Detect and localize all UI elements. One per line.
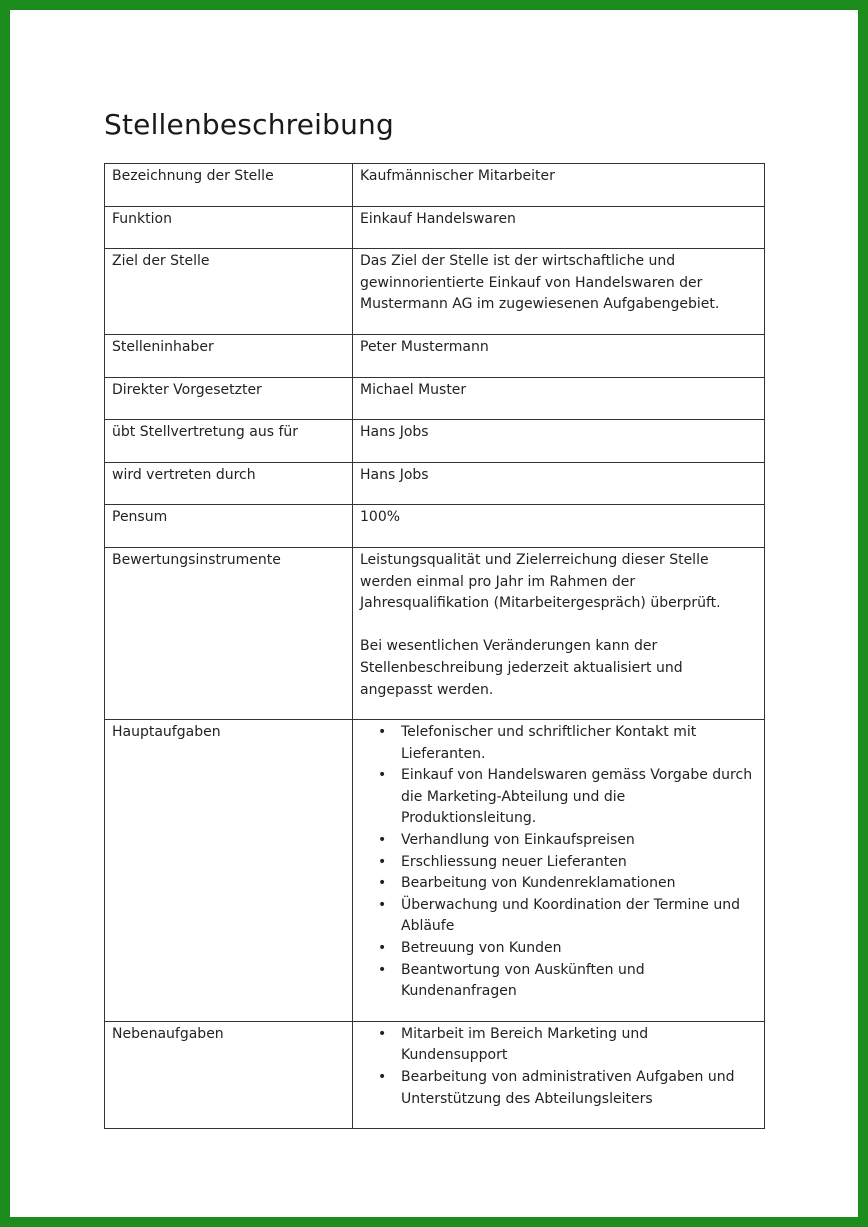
row-label: übt Stellvertretung aus für [105,420,353,463]
row-value: Einkauf Handelswaren [353,206,765,249]
evaluation-paragraph: Leistungsqualität und Zielerreichung dieser Stelle werden einmal pro Jahr im Rahmen der Jahresqualifikation (Mitarbeitergespräch) überprüft. [360,551,721,612]
table-row [105,377,765,420]
list-item: • Telefonischer und schriftlicher Kontakt mit Lieferanten. [401,722,757,765]
row-label: Stelleninhaber [105,334,353,377]
table-row [105,505,765,548]
main-tasks-list [360,722,757,1003]
table-row [105,547,765,719]
row-value: Kaufmännischer Mitarbeiter [353,164,765,207]
table-row [105,420,765,463]
table-row [105,334,765,377]
row-value [353,1021,765,1128]
table-row [105,1021,765,1128]
list-item: • Beantwortung von Auskünften und Kundenanfragen [401,960,757,1003]
table-row [105,462,765,505]
row-label: Direkter Vorgesetzter [105,377,353,420]
secondary-tasks-list [360,1024,757,1110]
row-label: Funktion [105,206,353,249]
row-value [353,720,765,1022]
list-item: • Einkauf von Handelswaren gemäss Vorgabe durch die Marketing-Abteilung und die Produktionsleitung. [401,765,757,830]
document-page [10,10,858,1217]
row-label: Bezeichnung der Stelle [105,164,353,207]
row-value: Das Ziel der Stelle ist der wirtschaftliche und gewinnorientierte Einkauf von Handelswaren der Mustermann AG im zugewiesenen Aufgabengebiet. [353,249,765,335]
row-value: 100% [353,505,765,548]
row-label: wird vertreten durch [105,462,353,505]
row-label: Hauptaufgaben [105,720,353,1022]
evaluation-paragraph: Bei wesentlichen Veränderungen kann der Stellenbeschreibung jederzeit aktualisiert und angepasst werden. [360,638,683,698]
page-title: Stellenbeschreibung [104,108,394,141]
table-row [105,206,765,249]
row-value: Peter Mustermann [353,334,765,377]
table-row [105,164,765,207]
list-item: • Verhandlung von Einkaufspreisen [401,830,757,852]
row-label: Ziel der Stelle [105,249,353,335]
row-label: Pensum [105,505,353,548]
list-item: • Bearbeitung von Kundenreklamationen [401,873,757,895]
list-item: • Bearbeitung von administrativen Aufgaben und Unterstützung des Abteilungsleiters [401,1067,757,1110]
row-value: Hans Jobs [353,462,765,505]
list-item: • Mitarbeit im Bereich Marketing und Kundensupport [401,1024,757,1067]
table-row [105,249,765,335]
job-description-table [104,163,765,1129]
row-value [353,547,765,719]
row-value: Michael Muster [353,377,765,420]
list-item: • Betreuung von Kunden [401,938,757,960]
list-item: • Erschliessung neuer Lieferanten [401,852,757,874]
table-row [105,720,765,1022]
list-item: • Überwachung und Koordination der Termine und Abläufe [401,895,757,938]
row-value: Hans Jobs [353,420,765,463]
row-label: Bewertungsinstrumente [105,547,353,719]
row-label: Nebenaufgaben [105,1021,353,1128]
